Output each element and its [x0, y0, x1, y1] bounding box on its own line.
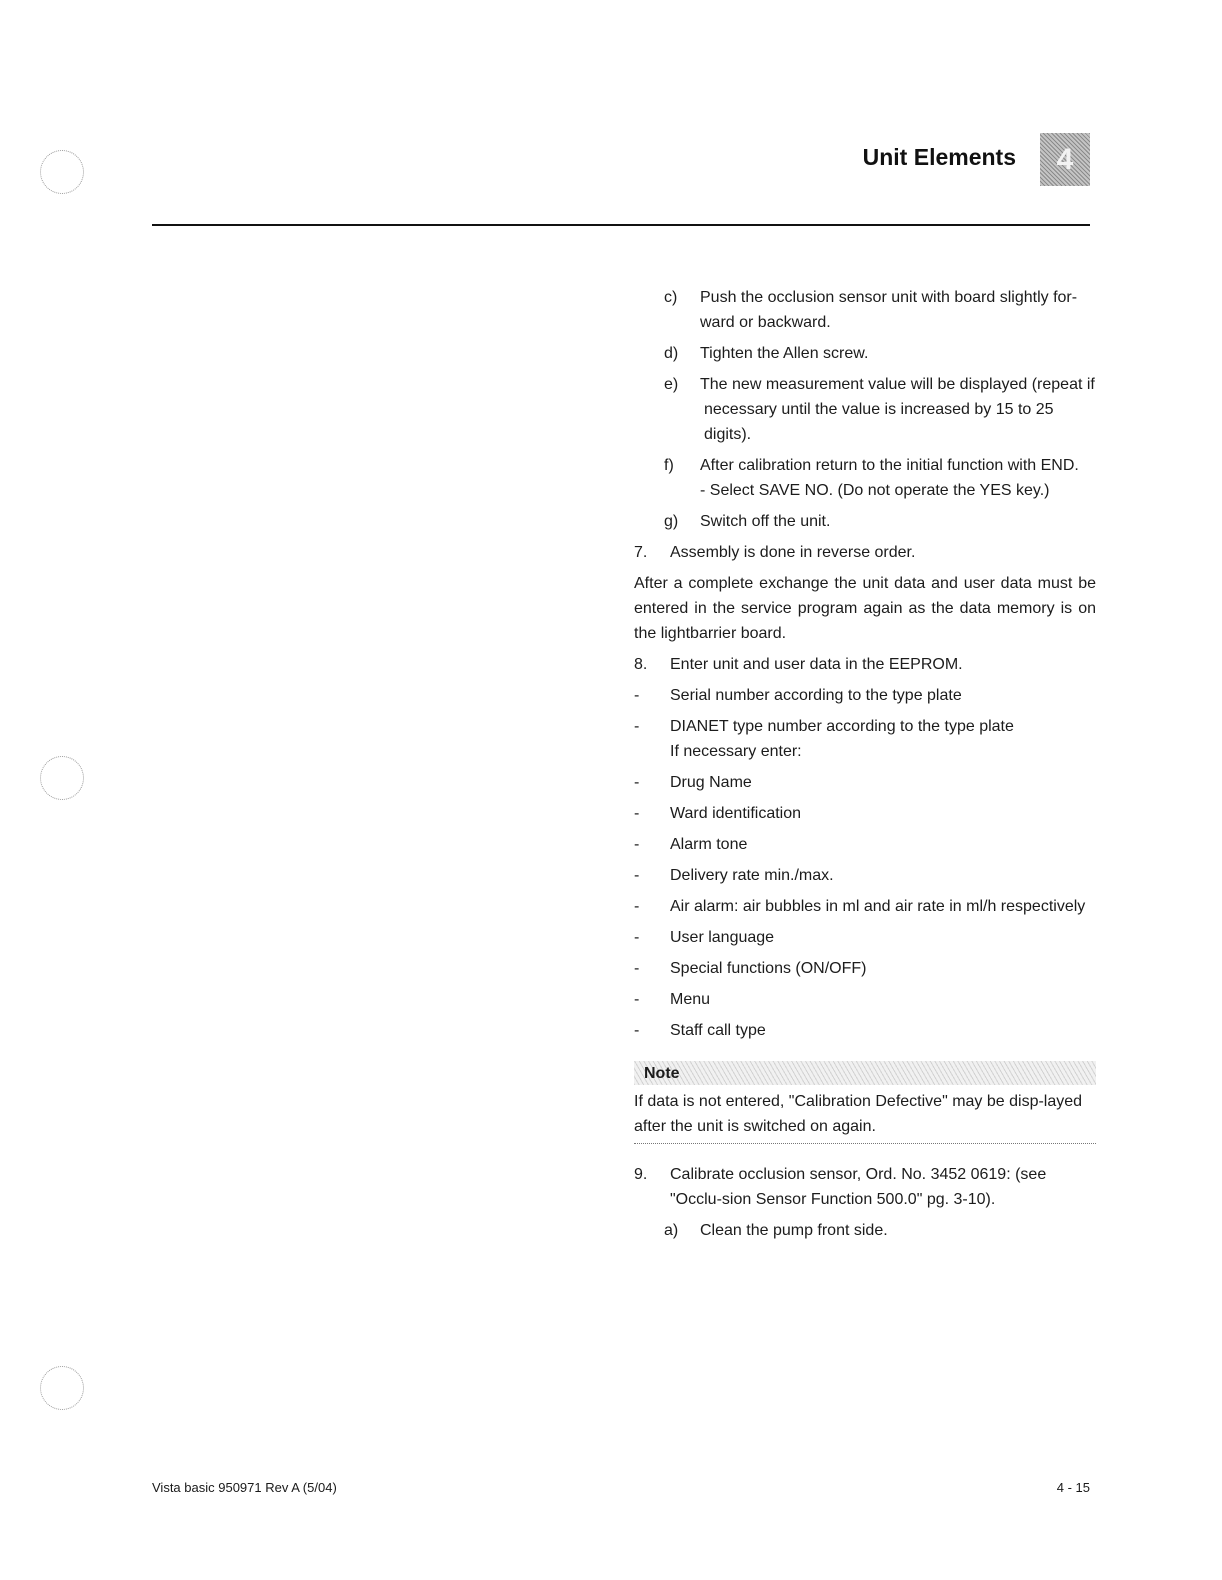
list-item-text: Ward identification: [670, 805, 802, 822]
dash-marker: -: [634, 991, 640, 1008]
step-marker: e): [664, 376, 679, 393]
list-item: [634, 652, 1096, 677]
list-item-text: Special functions (ON/OFF): [670, 960, 867, 977]
list-item: [634, 832, 1096, 857]
list-item: [634, 540, 1096, 565]
note-box: [634, 1061, 1096, 1144]
list-item-text: User language: [670, 929, 775, 946]
step-text: Calibrate occlusion sensor, Ord. No. 3452 0619: (see "Occlu-sion Sensor Function 500.0" pg. 3-10).: [670, 1166, 1047, 1208]
list-item-text: Staff call type: [670, 1022, 766, 1039]
list-item-text: DIANET type number according to the type plate: [670, 718, 1014, 735]
list-item: [634, 987, 1096, 1012]
step-number: 9.: [634, 1166, 648, 1183]
list-item: [634, 372, 1096, 447]
dash-marker: -: [634, 960, 640, 977]
list-item: [634, 1218, 1096, 1243]
note-text: If data is not entered, "Calibration Defective" may be disp-layed after the unit is switched on again.: [634, 1085, 1096, 1144]
dash-marker: -: [634, 1022, 640, 1039]
list-item-text: Serial number according to the type plate: [670, 687, 962, 704]
list-item-text: Alarm tone: [670, 836, 748, 853]
list-item: [634, 863, 1096, 888]
list-item: [634, 509, 1096, 534]
list-item: [634, 285, 1096, 335]
dash-marker: -: [634, 774, 640, 791]
list-item: [634, 341, 1096, 366]
step-marker: c): [664, 289, 678, 306]
dash-marker: -: [634, 718, 640, 735]
list-item-text: Drug Name: [670, 774, 752, 791]
dash-marker: -: [634, 687, 640, 704]
step-text: Enter unit and user data in the EEPROM.: [670, 656, 963, 673]
step-number: 7.: [634, 544, 648, 561]
dash-marker: -: [634, 805, 640, 822]
page-content: [634, 285, 1096, 1249]
list-item: [634, 1018, 1096, 1043]
punch-hole-bottom: [40, 1366, 84, 1410]
punch-hole-middle: [40, 756, 84, 800]
dash-marker: -: [634, 929, 640, 946]
step-number: 8.: [634, 656, 648, 673]
dash-marker: -: [634, 898, 640, 915]
step-text-line: After calibration return to the initial function with END.: [700, 457, 1079, 474]
list-item: [634, 956, 1096, 981]
step-marker: a): [664, 1222, 679, 1239]
step-text-line: Push the occlusion sensor unit with board slightly for-: [700, 289, 1078, 306]
list-item-text: Air alarm: air bubbles in ml and air rate in ml/h respectively: [670, 898, 1086, 915]
list-item: [634, 453, 1096, 503]
body-paragraph: After a complete exchange the unit data and user data must be entered in the service program again as the data memory is on the lightbarrier board.: [634, 575, 1096, 642]
list-item: [634, 1162, 1096, 1212]
list-item: [634, 801, 1096, 826]
section-title: Unit Elements: [862, 144, 1016, 170]
list-item: [634, 770, 1096, 795]
chapter-number: 4: [1056, 142, 1074, 176]
step-marker: g): [664, 513, 679, 530]
punch-hole-top: [40, 150, 84, 194]
step-marker: d): [664, 345, 679, 362]
list-item: [634, 714, 1096, 739]
step-text-line: - Select SAVE NO. (Do not operate the YES key.): [700, 482, 1050, 499]
step-text-line: ward or backward.: [700, 314, 831, 331]
page-number: 4 - 15: [1056, 1480, 1090, 1495]
chapter-tab: [1040, 133, 1090, 186]
step-text-line: necessary until the value is increased by 15 to 25 digits).: [704, 401, 1054, 443]
dash-marker: -: [634, 867, 640, 884]
list-item-text: Menu: [670, 991, 711, 1008]
list-item: [634, 925, 1096, 950]
dash-marker: -: [634, 836, 640, 853]
note-header: [634, 1061, 1096, 1085]
if-necessary-label: If necessary enter:: [670, 743, 802, 760]
header-divider: [152, 224, 1090, 226]
list-item: [634, 683, 1096, 708]
step-text-line: The new measurement value will be displayed (repeat if: [700, 376, 1095, 393]
list-item: [634, 894, 1096, 919]
step-text: Clean the pump front side.: [700, 1222, 888, 1239]
step-marker: f): [664, 457, 674, 474]
step-text-line: Switch off the unit.: [700, 513, 831, 530]
note-label: Note: [644, 1064, 680, 1082]
step-text-line: Tighten the Allen screw.: [700, 345, 869, 362]
list-item-text: Delivery rate min./max.: [670, 867, 834, 884]
footer-document-id: Vista basic 950971 Rev A (5/04): [152, 1480, 337, 1495]
step-text: Assembly is done in reverse order.: [670, 544, 916, 561]
